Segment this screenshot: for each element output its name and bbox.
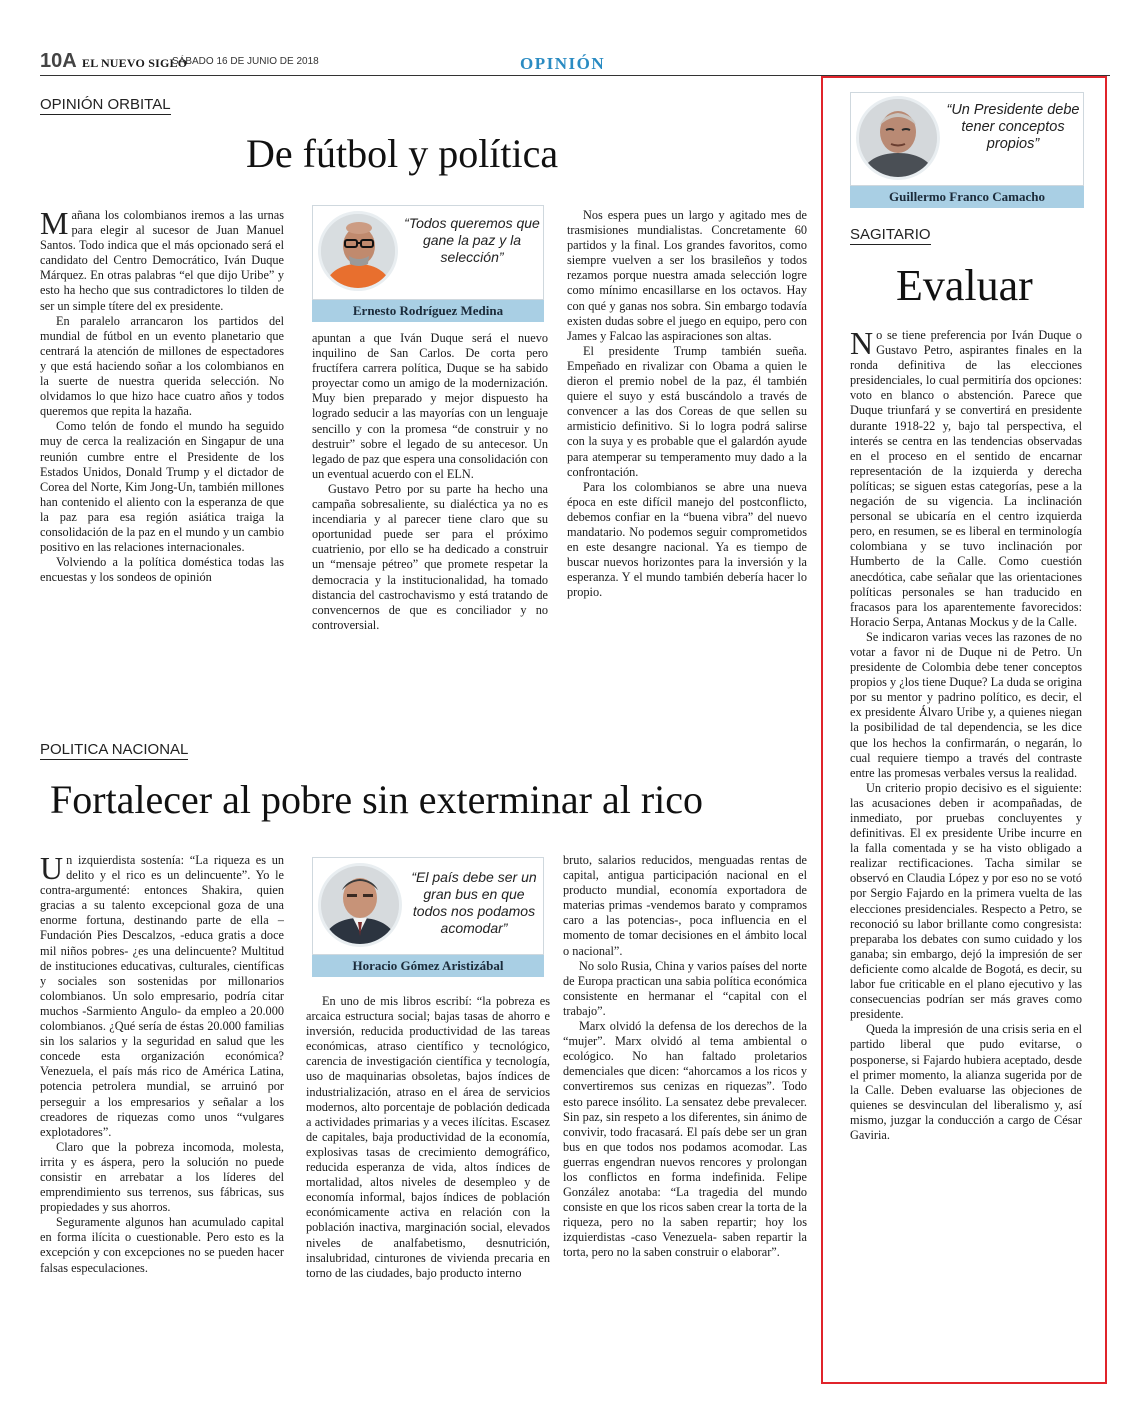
article2-kicker: POLITICA NACIONAL (40, 741, 189, 758)
article3-headline: Evaluar (896, 261, 1033, 310)
paragraph: Un izquierdista sostenía: “La riqueza es un delito y el rico es un delincuente”. Yo le contra-argumenté: entonces Shakira, quien gracias a su talento excepcional goza de una enorme fortuna, destinando parte de ella –Fundación Pies Descalzos, -educa gratis a doce mil niños pobres- ¿es una delincuente? Multitud de instituciones educativas, culturales, científicas y sociales son sostenidas por millonarios colombianos. Un solo empresario, podría citar muchos -Sarmiento Angulo- da empleo a 20.000 colombianos. ¿Qué sería de éstas 20.000 familias sin los salarios y la seguridad en salud que les concede esta organización económica? Venezuela, el país más rico de América Latina, potencia petrolera mundial, se arruinó por perseguir a los empresarios y señalar a los creadores de riquezas como unos “vulgares explotadores”. (40, 853, 284, 1139)
author-name: Ernesto Rodríguez Medina (312, 300, 544, 322)
drop-cap: U (40, 853, 64, 886)
publication-date: SÁBADO 16 DE JUNIO DE 2018 (172, 56, 319, 67)
article2-column-3 (563, 853, 807, 1350)
paragraph: bruto, salarios reducidos, menguadas rentas de capital, antigua participación nacional en el producto mundial, economía exportadora de materias primas -vendemos barato y compramos caro a las potencias-, poca influencia en el momento de tomar decisiones en el ámbito local o nacional”. (563, 853, 807, 958)
page-number: 10A (40, 50, 77, 72)
article2-headline: Fortalecer al pobre sin exterminar al rico (50, 777, 704, 822)
article2-column-2 (306, 994, 550, 1350)
author-name: Horacio Gómez Aristizábal (312, 955, 544, 977)
paragraph: Mañana los colombianos iremos a las urnas para elegir al sucesor de Juan Manuel Santos. Todo indica que el más opcionado será el candidato del Centro Democrático, Iván Duque Márquez. En otras palabras “el que dijo Uribe” y esto ha hecho que sus contradictores lo tilden de ser un simple títere del ex presidente. (40, 208, 284, 313)
drop-cap: N (850, 328, 874, 361)
author-box-gomez (312, 857, 544, 977)
article1-column-2 (312, 331, 548, 688)
author-photo (318, 211, 398, 291)
article1-headline: De fútbol y política (246, 131, 559, 176)
article1-kicker: OPINIÓN ORBITAL (40, 96, 171, 113)
article1-column-1 (40, 208, 284, 688)
author-quote: “Todos queremos que gane la paz y la selección” (404, 215, 540, 265)
paragraph: Nos espera pues un largo y agitado mes de trasmisiones mundialistas. Concretamente 60 partidos y la final. Los grandes favoritos, como siempre vuelven a ser los brasileños y todos rezamos porque nuestra amada selección logre como mínimo encasillarse en los octavos. Hay con qué y ganas nos sobra. Sin embargo todavía existen dudas sobre el juego en equipo, pero con James y Falcao las aspiraciones son altas. (567, 208, 807, 343)
drop-cap: M (40, 208, 69, 241)
highlight-frame (821, 76, 1107, 1384)
newspaper-name: EL NUEVO SIGLO (82, 56, 188, 70)
paragraph: Como telón de fondo el mundo ha seguido muy de cerca la realización en Singapur de una reunión cumbre entre el Presidente de los Estados Unidos, Donald Trump y el dictador de Corea del Norte, Kim Jong-Un, también millones han contenido el aliento con la esperanza de que la paz para esa región asiática traiga la consolidación de la paz en el mundo y un cambio positivo en las relaciones internacionales. (40, 419, 284, 555)
section-title: OPINIÓN (520, 54, 606, 73)
paragraph: Volviendo a la política doméstica todas las encuestas y los sondeos de opinión (40, 555, 284, 585)
paragraph: No se tiene preferencia por Iván Duque o Gustavo Petro, aspirantes finales en la ronda definitiva de las elecciones presidenciales, lo cual permitiría dos opciones: voto en blanco o abstención. Parece que Duque triunfará y se convertirá en presidente durante 1918-22 y, bajo tal perspectiva, el interés se centra en las tendencias observadas en el proceso en el sentido de encarnar representación de la izquierda y derecha políticas; se siguen estas categorías, pese a la negación de su vigencia. La inclinación personal se ubicaría en el centro izquierda pero, en resumen, se es liberal en terminología colombiana y se tuvo inclinación por Humberto de la Calle. Como cuestión anecdótica, cabe señalar que las orientaciones políticas personales se han traducido en fracasos para los aparentemente favorecidos: Horacio Serpa, Antanas Mockus y de la Calle. (850, 328, 1082, 629)
author-box-rodriguez (312, 205, 544, 322)
paragraph: El presidente Trump también sueña. Empeñado en rivalizar con Obama a quien le dieron el premio nobel de la paz, él también quiere el suyo y está buscándolo a través de convencer a las dos Coreas de que sellen su armisticio definitivo. Si lo logra podrá salirse con la suya y es probable que el galardón ayude para atemperar su temperamento muy dado a la confrontación. (567, 343, 807, 479)
paragraph: Seguramente algunos han acumulado capital en forma ilícita o cuestionable. Pero esto es la excepción y con excepciones no se pueden hacer falsas especulaciones. (40, 1215, 284, 1275)
paragraph: Marx olvidó la defensa de los derechos de la “mujer”. Marx olvidó al tema ambiental o ecológico. No han faltado proletarios demenciales que dicen: “ahorcamos a los ricos y convertiremos sus cenizas en riquezas”. Todo esto parece insólito. La sensatez debe prevalecer. Sin paz, sin respeto a los diferentes, sin ánimo de convivir, todo fracasará. El país debe ser un gran bus en que todos nos podamos acomodar. Las guerras engendran nuevos rencores y prolongan los conflictos en forma indefinida. Felipe González anotaba: “La tragedia del mundo consiste en que los ricos saben crear la torta de la riqueza, pero no la saben repartir; hoy los izquierdistas -caso Venezuela- saben repartir la torta, pero no la saben construir o elaborar”. (563, 1019, 807, 1260)
paragraph: En paralelo arrancaron los partidos del mundial de fútbol en un evento planetario que centrará la atención de millones de espectadores y que está haciendo soñar a los colombianos en la suerte de nuestra querida selección. No olvidamos lo que hizo hace cuatro años y todos queremos que repita la hazaña. (40, 313, 284, 419)
paragraph: Claro que la pobreza incomoda, molesta, irrita y es áspera, pero la solución no puede consistir en arrebatar a los líderes del emprendimiento sus terrenos, sus fábricas, sus propiedades y sus ahorros. (40, 1139, 284, 1215)
paragraph: En uno de mis libros escribí: “la pobreza es arcaica estructura social; bajas tasas de ahorro e inversión, reducida productividad de las tareas económicas, atraso científico y tecnológico, carencia de investigación científica y tecnología, uso de maquinarias obsoletas, bajos índices de industrialización, atraso en el área de servicios modernos, alto porcentaje de población dedicada a actividades primarias y a veces ilícitas. Escasez de capitales, baja productividad de la economía, explosivas tasas de crecimiento demográfico, reducida esperanza de vida, altos índices de mortalidad, altos niveles de desempleo y de economía informal, bajos índices de población económicamente activa en relación con la población inactiva, marginación social, elevados niveles de analfabetismo, desnutrición, insalubridad, cinturones de vivienda precaria en torno de las ciudades, bajo producto interno (306, 994, 550, 1280)
paragraph: Se indicaron varias veces las razones de no votar a favor ni de Duque ni de Petro. Un presidente de Colombia debe tener conceptos propios y ¿los tiene Duque? La duda se origina por su mentor y padrino político, es decir, el ex presidente Álvaro Uribe y, a quienes niegan la posibilidad de tal dependencia, se les dice que los hechos la confirmarán, o negarán, lo cual requiere tiempo a través del contraste entre las promesas verbales versus la realidad. (850, 629, 1082, 780)
article2-column-1 (40, 853, 284, 1350)
paragraph: Un criterio propio decisivo es el siguiente: las acusaciones deben ir acompañadas, de inmediato, por pruebas concluyentes y definitivas. El ex presidente Uribe incurre en la falla comentada y se ha visto obligado a realizar rectificaciones. Tacha similar se observó en Claudia López y por eso no se votó por Sergio Fajardo en la primera vuelta de las elecciones presidenciales. Respecto a Petro, se reconoció su labor brillante como congresista: preparaba los debates con sumo cuidado y los ganaba; sin embargo, dejó la impresión de ser deficiente como alcalde de Bogotá, es decir, su labor fue criticable en el plano ejecutivo y las consecuencias podrían ser más graves como presidente. (850, 780, 1082, 1022)
author-name: Guillermo Franco Camacho (850, 186, 1084, 208)
paragraph: Queda la impresión de una crisis seria en el partido liberal que pudo evitarse, o posponerse, si Fajardo hubiera aceptado, desde el primer momento, la alianza sugerida por de la Calle. Deben evaluarse las objeciones de quienes se desvinculan del liberalismo y, así mismo, juzgar la conducción a cargo de César Gaviria. (850, 1022, 1082, 1142)
page-header (40, 50, 1110, 76)
paragraph: apuntan a que Iván Duque será el nuevo inquilino de San Carlos. De corta pero fructífera carrera política, Duque se ha sabido proyectar como un amigo de la modernización. Muy bien preparado y mejor dispuesto ha logrado seducir a las mayorías con un lenguaje sencillo y con la promesa “de construir y no destruir” sobre el legado de su antecesor. Un legado de paz que espera una consolidación con un eventual acuerdo con el ELN. (312, 331, 548, 481)
author-quote: “Un Presidente debe tener conceptos propios” (946, 102, 1080, 152)
paragraph: No solo Rusia, China y varios países del norte de Europa practican una sabia política económica consistente en hermanar el “capital con el trabajo”. (563, 958, 807, 1018)
author-quote: “El país debe ser un gran bus en que todos nos podamos acomodar” (411, 869, 537, 936)
paragraph: Para los colombianos se abre una nueva época en este difícil manejo del postconflicto, debemos confiar en la “buena vibra” del nuevo mandatario. No podemos seguir comprometidos en este desangre nacional. Ya es tiempo de buscar nuevos horizontes para la inversión y la esperanza. Y el mundo también debería hacer lo propio. (567, 479, 807, 600)
paragraph: Gustavo Petro por su parte ha hecho una campaña sobresaliente, su dialéctica ya no es incendiaria y al parecer tiene claro que su oportunidad puede ser para el próximo cuatrienio, por ello se ha dedicado a construir un “mensaje pétreo” que promete respetar la democracia y la institucionalidad, ha tomado distancia del castrochavismo y está tratando de convencernos de que es conciliador y no controversial. (312, 481, 548, 632)
article1-column-3 (567, 208, 807, 688)
article3-kicker: SAGITARIO (850, 226, 931, 243)
author-photo (318, 863, 402, 947)
